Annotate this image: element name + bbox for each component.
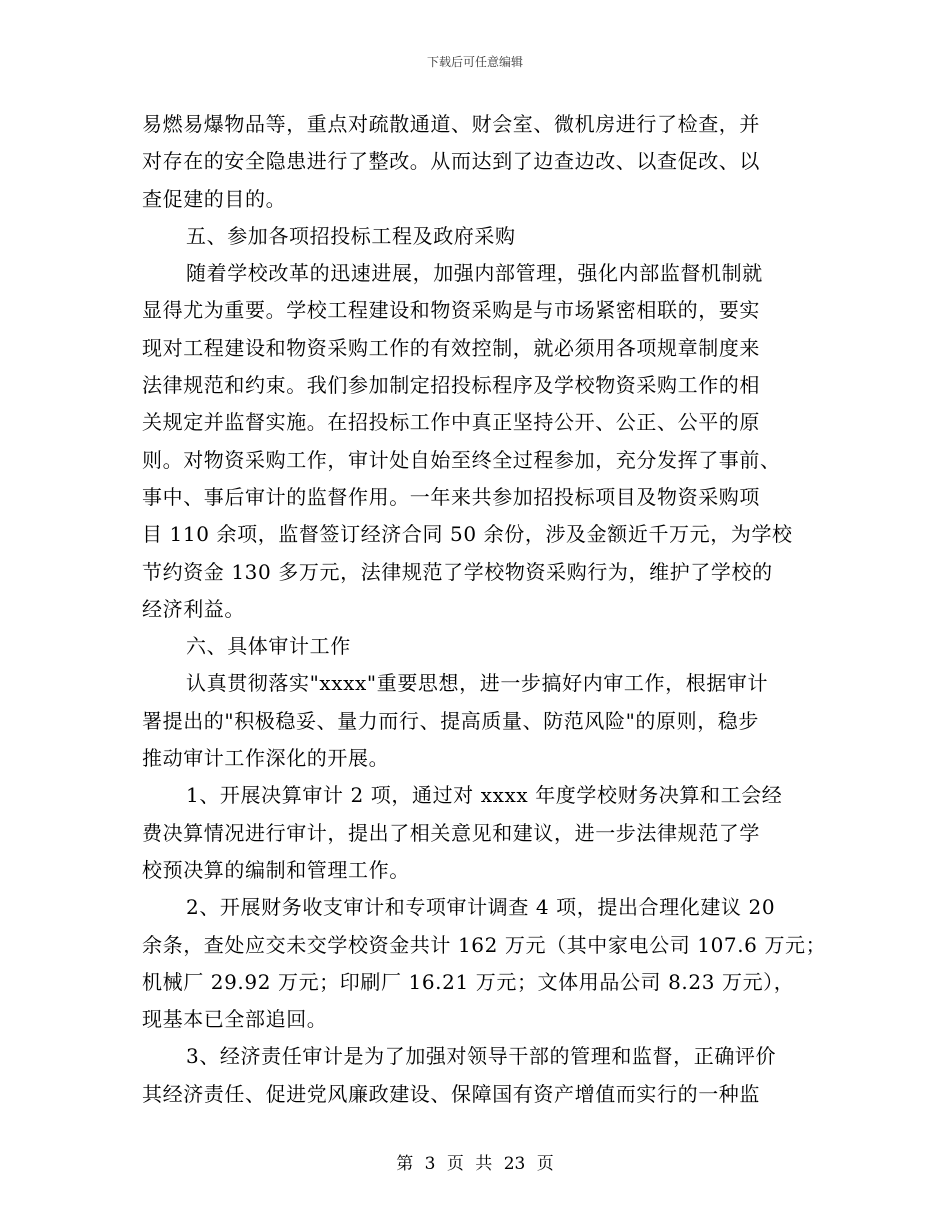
section-heading: 六、具体审计工作 — [186, 634, 351, 659]
text-line: 对存在的安全隐患进行了整改。从而达到了边查边改、以查促改、以 — [142, 149, 760, 174]
text-line: 现对工程建设和物资采购工作的有效控制，就必须用各项规章制度来 — [142, 335, 760, 360]
text-line: 事中、事后审计的监督作用。一年来共参加招投标项目及物资采购项 — [142, 484, 760, 509]
text-line: 查促建的目的。 — [142, 186, 287, 211]
text-line: 关规定并监督实施。在招投标工作中真正坚持公开、公正、公平的原 — [142, 410, 760, 435]
text-line: 署提出的"积极稳妥、量力而行、提高质量、防范风险"的原则，稳步 — [142, 708, 759, 733]
document-body — [142, 106, 827, 1113]
text-line: 其经济责任、促进党风廉政建设、保障国有资产增值而实行的一种监 — [142, 1081, 760, 1106]
text-line: 3、经济责任审计是为了加强对领导干部的管理和监督，正确评价 — [186, 1044, 777, 1069]
text-line: 费决算情况进行审计，提出了相关意见和建议，进一步法律规范了学 — [142, 820, 760, 845]
text-line: 2、开展财务收支审计和专项审计调查 4 项，提出合理化建议 20 — [186, 895, 776, 920]
text-line: 余条，查处应交未交学校资金共计 162 万元（其中家电公司 107.6 万元； — [142, 932, 827, 957]
text-line: 随着学校改革的迅速进展，加强内部管理，强化内部监督机制就 — [186, 261, 763, 286]
text-line: 则。对物资采购工作，审计处自始至终全过程参加，充分发挥了事前、 — [142, 447, 781, 472]
text-line: 法律规范和约束。我们参加制定招投标程序及学校物资采购工作的相 — [142, 373, 760, 398]
text-line: 1、开展决算审计 2 项，通过对 xxxx 年度学校财务决算和工会经 — [186, 783, 783, 808]
text-line: 易燃易爆物品等，重点对疏散通道、财会室、微机房进行了检查，并 — [142, 112, 760, 136]
text-line: 现基本已全部追回。 — [142, 1007, 328, 1032]
page-header: 下载后可任意编辑 — [426, 55, 523, 69]
section-heading: 五、参加各项招投标工程及政府采购 — [186, 223, 516, 248]
text-line: 机械厂 29.92 万元；印刷厂 16.21 万元；文体用品公司 8.23 万元）， — [142, 969, 795, 994]
text-line: 推动审计工作深化的开展。 — [142, 746, 390, 771]
text-line: 经济利益。 — [142, 596, 245, 621]
text-line: 认真贯彻落实"xxxx"重要思想，进一步搞好内审工作，根据审计 — [186, 671, 769, 696]
text-line: 显得尤为重要。学校工程建设和物资采购是与市场紧密相联的，要实 — [142, 298, 760, 323]
page-number: 第 3 页 共 23 页 — [396, 1154, 554, 1174]
text-line: 节约资金 130 多万元，法律规范了学校物资采购行为，维护了学校的 — [142, 559, 773, 584]
text-line: 目 110 余项，监督签订经济合同 50 余份，涉及金额近千万元，为学校 — [142, 522, 793, 547]
text-line: 校预决算的编制和管理工作。 — [142, 857, 410, 882]
